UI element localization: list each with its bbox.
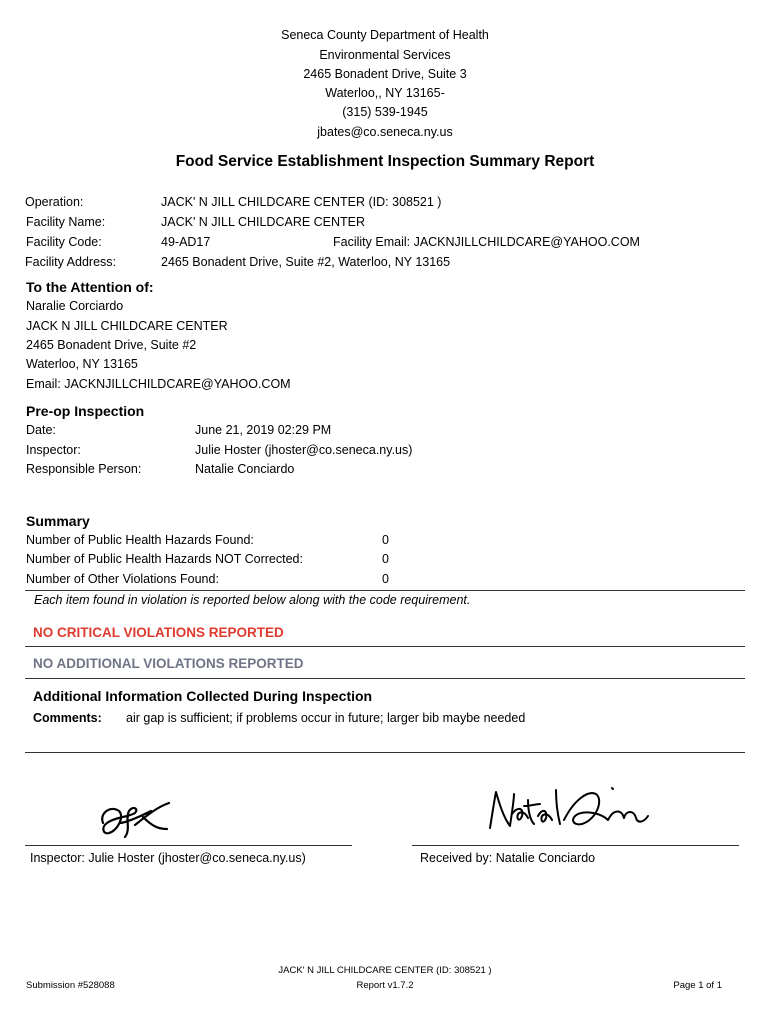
summary-row-label: Number of Other Violations Found: [26, 572, 219, 586]
attention-heading: To the Attention of: [26, 279, 154, 295]
footer-page-number: Page 1 of 1 [673, 980, 722, 991]
dept-address-line2: Waterloo,, NY 13165- [325, 86, 445, 100]
summary-row-value: 0 [382, 572, 389, 586]
preop-responsible-label: Responsible Person: [26, 462, 142, 476]
dept-email: jbates@co.seneca.ny.us [317, 125, 453, 139]
critical-violations-status: NO CRITICAL VIOLATIONS REPORTED [33, 625, 284, 640]
summary-note: Each item found in violation is reported below along with the code requirement. [34, 593, 471, 607]
comments-value: air gap is sufficient; if problems occur in future; larger bib maybe needed [126, 711, 526, 725]
received-signature [484, 780, 654, 840]
preop-date-value: June 21, 2019 02:29 PM [195, 423, 332, 437]
footer-operation: JACK' N JILL CHILDCARE CENTER (ID: 308521 ) [278, 965, 492, 976]
facility-code-value: 49-AD17 [161, 235, 211, 249]
facility-name-label: Facility Name: [26, 215, 106, 229]
footer-report-version: Report v1.7.2 [356, 980, 414, 991]
facility-address-label: Facility Address: [25, 255, 117, 269]
attention-email: Email: JACKNJILLCHILDCARE@YAHOO.COM [26, 377, 291, 391]
inspector-signature [95, 795, 185, 845]
received-caption: Received by: Natalie Conciardo [420, 851, 596, 865]
report-title: Food Service Establishment Inspection Summary Report [175, 153, 595, 170]
dept-address-line1: 2465 Bonadent Drive, Suite 3 [303, 67, 467, 81]
facility-address-value: 2465 Bonadent Drive, Suite #2, Waterloo, NY 13165 [161, 255, 451, 269]
facility-email: Facility Email: JACKNJILLCHILDCARE@YAHOO.COM [333, 235, 640, 249]
divider [25, 590, 745, 591]
divider [25, 646, 745, 647]
divider [25, 678, 745, 679]
attention-name: Naralie Corciardo [26, 299, 124, 313]
comments-label: Comments: [33, 711, 102, 725]
summary-row-label: Number of Public Health Hazards NOT Corrected: [26, 552, 303, 566]
preop-inspector-value: Julie Hoster (jhoster@co.seneca.ny.us) [195, 443, 413, 457]
inspector-signature-line [25, 845, 352, 846]
facility-code-label: Facility Code: [26, 235, 102, 249]
division-name: Environmental Services [319, 48, 451, 62]
dept-phone: (315) 539-1945 [342, 105, 428, 119]
preop-responsible-value: Natalie Conciardo [195, 462, 295, 476]
received-signature-line [412, 845, 739, 846]
additional-violations-status: NO ADDITIONAL VIOLATIONS REPORTED [33, 656, 304, 671]
facility-name-value: JACK' N JILL CHILDCARE CENTER [161, 215, 366, 229]
preop-inspector-label: Inspector: [26, 443, 81, 457]
divider [25, 752, 745, 753]
preop-date-label: Date: [26, 423, 56, 437]
attention-city: Waterloo, NY 13165 [26, 357, 138, 371]
summary-row-label: Number of Public Health Hazards Found: [26, 533, 254, 547]
preop-heading: Pre-op Inspection [26, 403, 145, 419]
attention-org: JACK N JILL CHILDCARE CENTER [26, 319, 228, 333]
operation-label: Operation: [25, 195, 84, 209]
summary-row-value: 0 [382, 552, 389, 566]
summary-row-value: 0 [382, 533, 389, 547]
footer-submission: Submission #528088 [26, 980, 115, 991]
dept-name: Seneca County Department of Health [281, 28, 489, 42]
attention-street: 2465 Bonadent Drive, Suite #2 [26, 338, 197, 352]
additional-info-heading: Additional Information Collected During Inspection [33, 688, 373, 704]
inspector-caption: Inspector: Julie Hoster (jhoster@co.seneca.ny.us) [30, 851, 306, 865]
operation-value: JACK' N JILL CHILDCARE CENTER (ID: 308521 ) [161, 195, 442, 209]
summary-heading: Summary [26, 513, 90, 529]
